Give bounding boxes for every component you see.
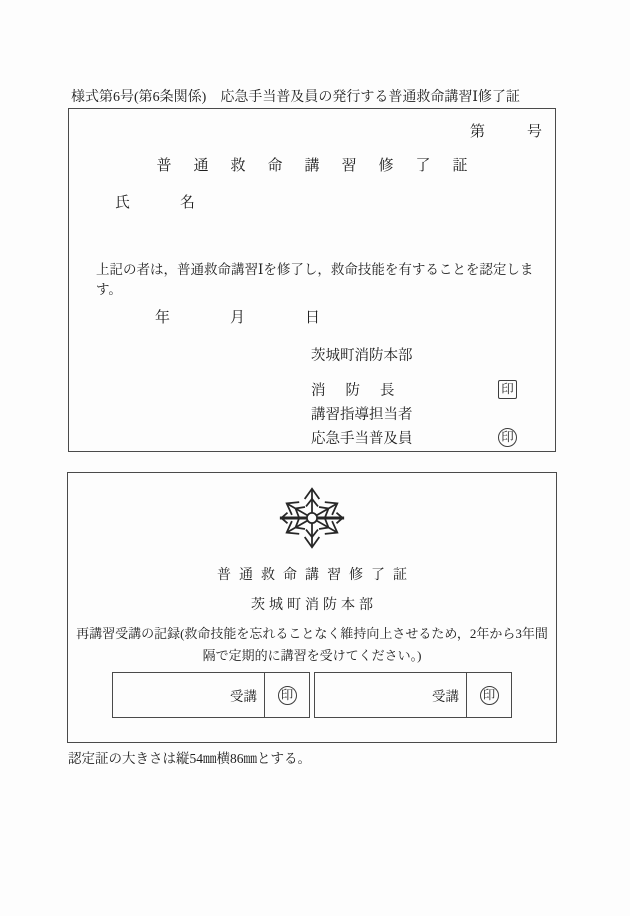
record-table-1 (112, 672, 310, 718)
signer-row-chief (311, 377, 517, 401)
seal-cell-1 (265, 673, 309, 717)
issuer-block (311, 344, 517, 449)
fire-department-emblem-icon (276, 484, 348, 552)
certificate-back-title-row (68, 564, 556, 584)
date-field-label: 年月日 (155, 310, 381, 326)
circle-seal-icon: 印 (498, 428, 517, 447)
number-suffix-label: 号 (526, 124, 542, 140)
back-organization: 茨城町消防本部 (251, 598, 377, 613)
certificate-size-note: 認定証の大きさは縦54㎜横86㎜とする。 (68, 751, 311, 766)
attendance-label-2: 受講 (315, 673, 467, 717)
first-aid-promoter-label: 応急手当普及員 (311, 430, 413, 447)
certificate-front-box (68, 108, 556, 452)
certificate-number-line (470, 120, 542, 141)
course-instructor-label: 講習指導担当者 (311, 406, 413, 423)
certificate-front-title: 普通救命講習修了証 (156, 158, 490, 174)
square-seal-icon: 印 (498, 380, 517, 399)
form-number-label: 様式第6号(第6条関係) 応急手当普及員の発行する普通救命講習Ⅰ修了証 (71, 90, 520, 105)
certificate-back-title: 普通救命講習修了証 (217, 568, 415, 583)
signer-row-instructor (311, 401, 517, 425)
certificate-title-row (69, 154, 555, 175)
circle-seal-icon: 印 (480, 686, 499, 705)
signer-row-promoter (311, 425, 517, 449)
number-prefix-label: 第 (469, 124, 485, 140)
emblem-container (68, 484, 556, 554)
record-table-2 (314, 672, 512, 718)
issuer-organization: 茨城町消防本部 (311, 348, 413, 364)
certificate-back-box (67, 472, 557, 743)
retraining-record-note: 再講習受講の記録(救命技能を忘れることなく維持向上させるため，2年から3年間隔で定期的に講習を受けてください。) (76, 626, 548, 663)
attendance-label-1: 受講 (113, 673, 265, 717)
seal-cell-2 (467, 673, 511, 717)
retraining-record-tables (68, 672, 556, 718)
circle-seal-icon: 印 (278, 686, 297, 705)
fire-chief-label: 消防長 (311, 382, 415, 399)
name-field-label: 氏名 (115, 195, 246, 211)
certification-statement: 上記の者は，普通救命講習Ⅰを修了し，救命技能を有することを認定します。 (96, 262, 534, 297)
back-organization-row (68, 594, 556, 614)
